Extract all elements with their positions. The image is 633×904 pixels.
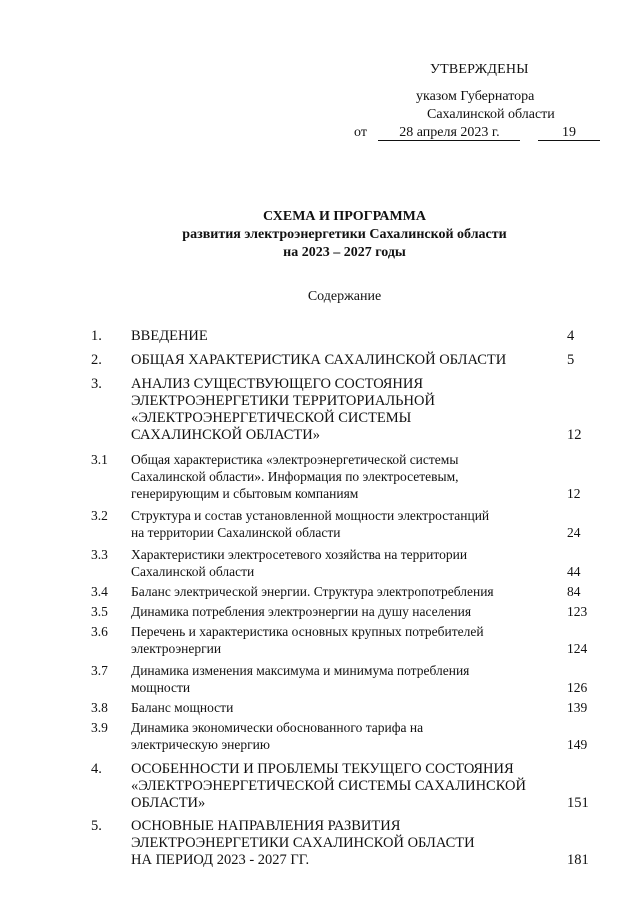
- toc-entry-title-line: АНАЛИЗ СУЩЕСТВУЮЩЕГО СОСТОЯНИЯ: [131, 376, 424, 392]
- title-line-1: СХЕМА И ПРОГРАММА: [263, 209, 426, 224]
- toc-entry-page: 44: [567, 564, 581, 579]
- toc-entry-title-line: САХАЛИНСКОЙ ОБЛАСТИ»: [131, 427, 320, 443]
- toc-entry-number: 4.: [91, 761, 102, 777]
- approval-region: Сахалинской области: [427, 107, 555, 122]
- toc-entry: [91, 818, 601, 869]
- toc-entry-title-line: Баланс мощности: [131, 700, 234, 715]
- toc-entry-number: 3.: [91, 376, 102, 392]
- toc-entry-title-line: ВВЕДЕНИЕ: [131, 328, 208, 344]
- toc-entry-title: [131, 623, 563, 657]
- toc-entry-title-line: мощности: [131, 680, 191, 695]
- toc-entry-number: 1.: [91, 328, 102, 344]
- toc-entry-title-line: «ЭЛЕКТРОЭНЕРГЕТИЧЕСКОЙ СИСТЕМЫ: [131, 410, 412, 426]
- toc-entry-number: 3.5: [91, 604, 108, 619]
- toc-entry-title: [131, 662, 563, 696]
- toc-entry-title-line: «ЭЛЕКТРОЭНЕРГЕТИЧЕСКОЙ СИСТЕМЫ САХАЛИНСКОЙ: [131, 778, 526, 794]
- approval-number: 19: [538, 125, 600, 141]
- toc-entry: [91, 328, 601, 345]
- toc-entry-number: 3.3: [91, 547, 108, 562]
- toc-entry-title-line: Сахалинской области». Информация по электросетевым,: [131, 469, 459, 484]
- toc-entry-title: [131, 328, 563, 345]
- toc-entry: [91, 699, 601, 716]
- toc-entry-page: 12: [567, 427, 582, 443]
- toc-entry-number: 3.9: [91, 720, 108, 735]
- toc-entry-page: 4: [567, 328, 575, 344]
- toc-entry-title: [131, 603, 563, 620]
- toc-entry-page: 124: [567, 641, 588, 656]
- toc-entry: [91, 352, 601, 369]
- toc-entry-title-line: ЭЛЕКТРОЭНЕРГЕТИКИ САХАЛИНСКОЙ ОБЛАСТИ: [131, 835, 475, 851]
- toc-entry-number: 3.7: [91, 663, 108, 678]
- toc-entry: [91, 662, 601, 696]
- toc-entry-page: 24: [567, 525, 581, 540]
- title-line-3: на 2023 – 2027 годы: [283, 245, 406, 260]
- toc-entry-page: 181: [567, 852, 589, 868]
- toc-entry-title-line: на территории Сахалинской области: [131, 525, 341, 540]
- toc-entry-page: 126: [567, 680, 588, 695]
- toc-entry: [91, 623, 601, 657]
- toc-entry-title-line: Динамика изменения максимума и минимума потребления: [131, 663, 470, 678]
- approval-authority: указом Губернатора: [416, 89, 535, 104]
- toc-entry: [91, 507, 601, 541]
- toc-entry: [91, 603, 601, 620]
- toc-entry-page: 151: [567, 795, 589, 811]
- toc-entry-title-line: ОБЛАСТИ»: [131, 795, 206, 811]
- toc-entry-page: 84: [567, 584, 581, 599]
- toc-entry-page: 12: [567, 486, 581, 501]
- toc-entry-number: 3.4: [91, 584, 108, 599]
- table-of-contents: [91, 328, 601, 869]
- toc-entry-title-line: Структура и состав установленной мощности электростанций: [131, 508, 490, 523]
- toc-entry: [91, 546, 601, 580]
- toc-entry-title: [131, 761, 563, 812]
- toc-entry-title-line: НА ПЕРИОД 2023 - 2027 ГГ.: [131, 852, 310, 868]
- toc-entry: [91, 451, 601, 502]
- document-title: [0, 208, 633, 262]
- toc-entry-title-line: ОСНОВНЫЕ НАПРАВЛЕНИЯ РАЗВИТИЯ: [131, 818, 401, 834]
- toc-entry-title-line: электроэнергии: [131, 641, 222, 656]
- toc-entry-title-line: Баланс электрической энергии. Структура электропотребления: [131, 584, 494, 599]
- title-line-2: развития электроэнергетики Сахалинской области: [182, 227, 507, 242]
- approval-date-line: [354, 125, 600, 141]
- toc-entry-page: 139: [567, 700, 588, 715]
- toc-entry-number: 3.6: [91, 624, 108, 639]
- toc-entry-title-line: ЭЛЕКТРОЭНЕРГЕТИКИ ТЕРРИТОРИАЛЬНОЙ: [131, 393, 435, 409]
- toc-entry-title: [131, 719, 563, 753]
- toc-entry-title: [131, 451, 563, 502]
- toc-entry: [91, 376, 601, 444]
- toc-entry-number: 2.: [91, 352, 102, 368]
- toc-entry-title-line: Перечень и характеристика основных крупных потребителей: [131, 624, 484, 639]
- toc-entry: [91, 761, 601, 812]
- approved-title: УТВЕРЖДЕНЫ: [430, 62, 529, 77]
- toc-entry-title: [131, 583, 563, 600]
- toc-entry-title-line: электрическую энергию: [131, 737, 270, 752]
- toc-entry-title: [131, 352, 563, 369]
- toc-entry-title-line: Сахалинской области: [131, 564, 255, 579]
- toc-entry-title-line: Общая характеристика «электроэнергетической системы: [131, 452, 459, 467]
- approval-date: 28 апреля 2023 г.: [378, 125, 520, 141]
- toc-entry-title-line: генерирующим и сбытовым компаниям: [131, 486, 359, 501]
- toc-entry-title: [131, 507, 563, 541]
- toc-entry-title-line: ОСОБЕННОСТИ И ПРОБЛЕМЫ ТЕКУЩЕГО СОСТОЯНИЯ: [131, 761, 514, 777]
- toc-entry-number: 3.1: [91, 452, 108, 467]
- contents-heading: Содержание: [307, 289, 382, 304]
- toc-entry-title: [131, 546, 563, 580]
- toc-entry: [91, 583, 601, 600]
- toc-entry-number: 3.2: [91, 508, 108, 523]
- toc-entry-title-line: Динамика экономически обоснованного тарифа на: [131, 720, 424, 735]
- toc-entry-title-line: Характеристики электросетевого хозяйства на территории: [131, 547, 468, 562]
- toc-entry: [91, 719, 601, 753]
- toc-entry-title: [131, 376, 563, 444]
- toc-entry-number: 5.: [91, 818, 102, 834]
- toc-entry-page: 123: [567, 604, 588, 619]
- date-prefix: от: [354, 125, 367, 140]
- toc-entry-title-line: ОБЩАЯ ХАРАКТЕРИСТИКА САХАЛИНСКОЙ ОБЛАСТИ: [131, 352, 507, 368]
- toc-entry-title: [131, 818, 563, 869]
- toc-entry-page: 149: [567, 737, 588, 752]
- toc-entry-number: 3.8: [91, 700, 108, 715]
- toc-entry-title: [131, 699, 563, 716]
- toc-entry-page: 5: [567, 352, 575, 368]
- toc-entry-title-line: Динамика потребления электроэнергии на душу населения: [131, 604, 472, 619]
